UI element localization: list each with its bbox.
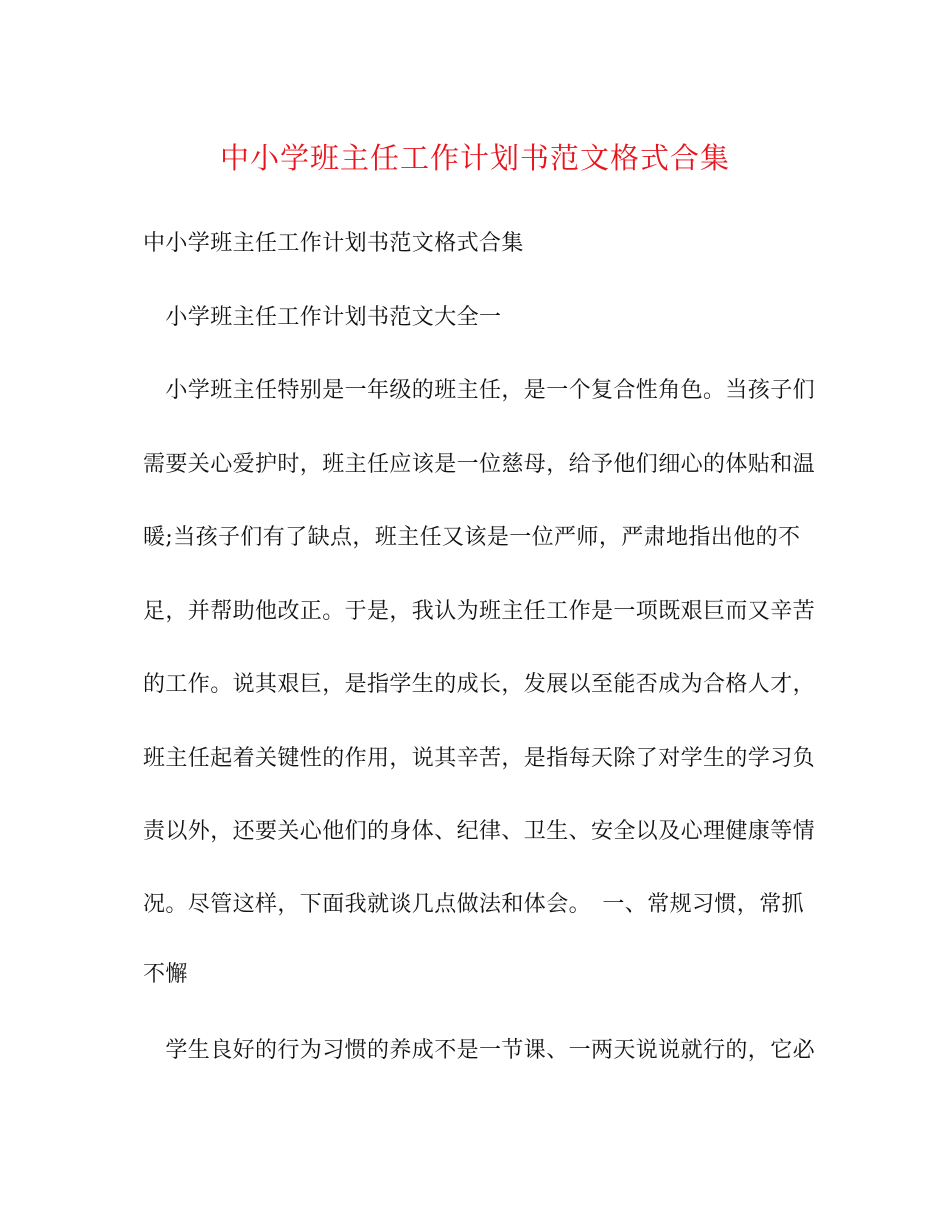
text-line: 况。尽管这样，下面我就谈几点做法和体会。 一、常规习惯，常抓 (143, 892, 805, 917)
text-line: 学生良好的行为习惯的养成不是一节课、一两天说说就行的，它必 (143, 1038, 816, 1063)
text-line: 小学班主任工作计划书范文大全一 (143, 305, 502, 330)
text-line: 的工作。说其艰巨，是指学生的成长，发展以至能否成为合格人才， (143, 672, 816, 697)
document-title: 中小学班主任工作计划书范文格式合集 (219, 141, 730, 175)
text-line: 不懈 (143, 962, 188, 987)
text-line: 需要关心爱护时，班主任应该是一位慈母，给予他们细心的体贴和温 (143, 452, 816, 477)
text-line: 班主任起着关键性的作用，说其辛苦，是指每天除了对学生的学习负 (143, 746, 816, 771)
text-line: 责以外，还要关心他们的身体、纪律、卫生、安全以及心理健康等情 (143, 819, 816, 844)
text-line: 暖;当孩子们有了缺点，班主任又该是一位严师，严肃地指出他的不 (143, 525, 801, 550)
text-line: 小学班主任特别是一年级的班主任，是一个复合性角色。当孩子们 (143, 378, 816, 403)
text-line: 中小学班主任工作计划书范文格式合集 (143, 231, 524, 256)
text-line: 足，并帮助他改正。于是，我认为班主任工作是一项既艰巨而又辛苦 (143, 599, 816, 624)
